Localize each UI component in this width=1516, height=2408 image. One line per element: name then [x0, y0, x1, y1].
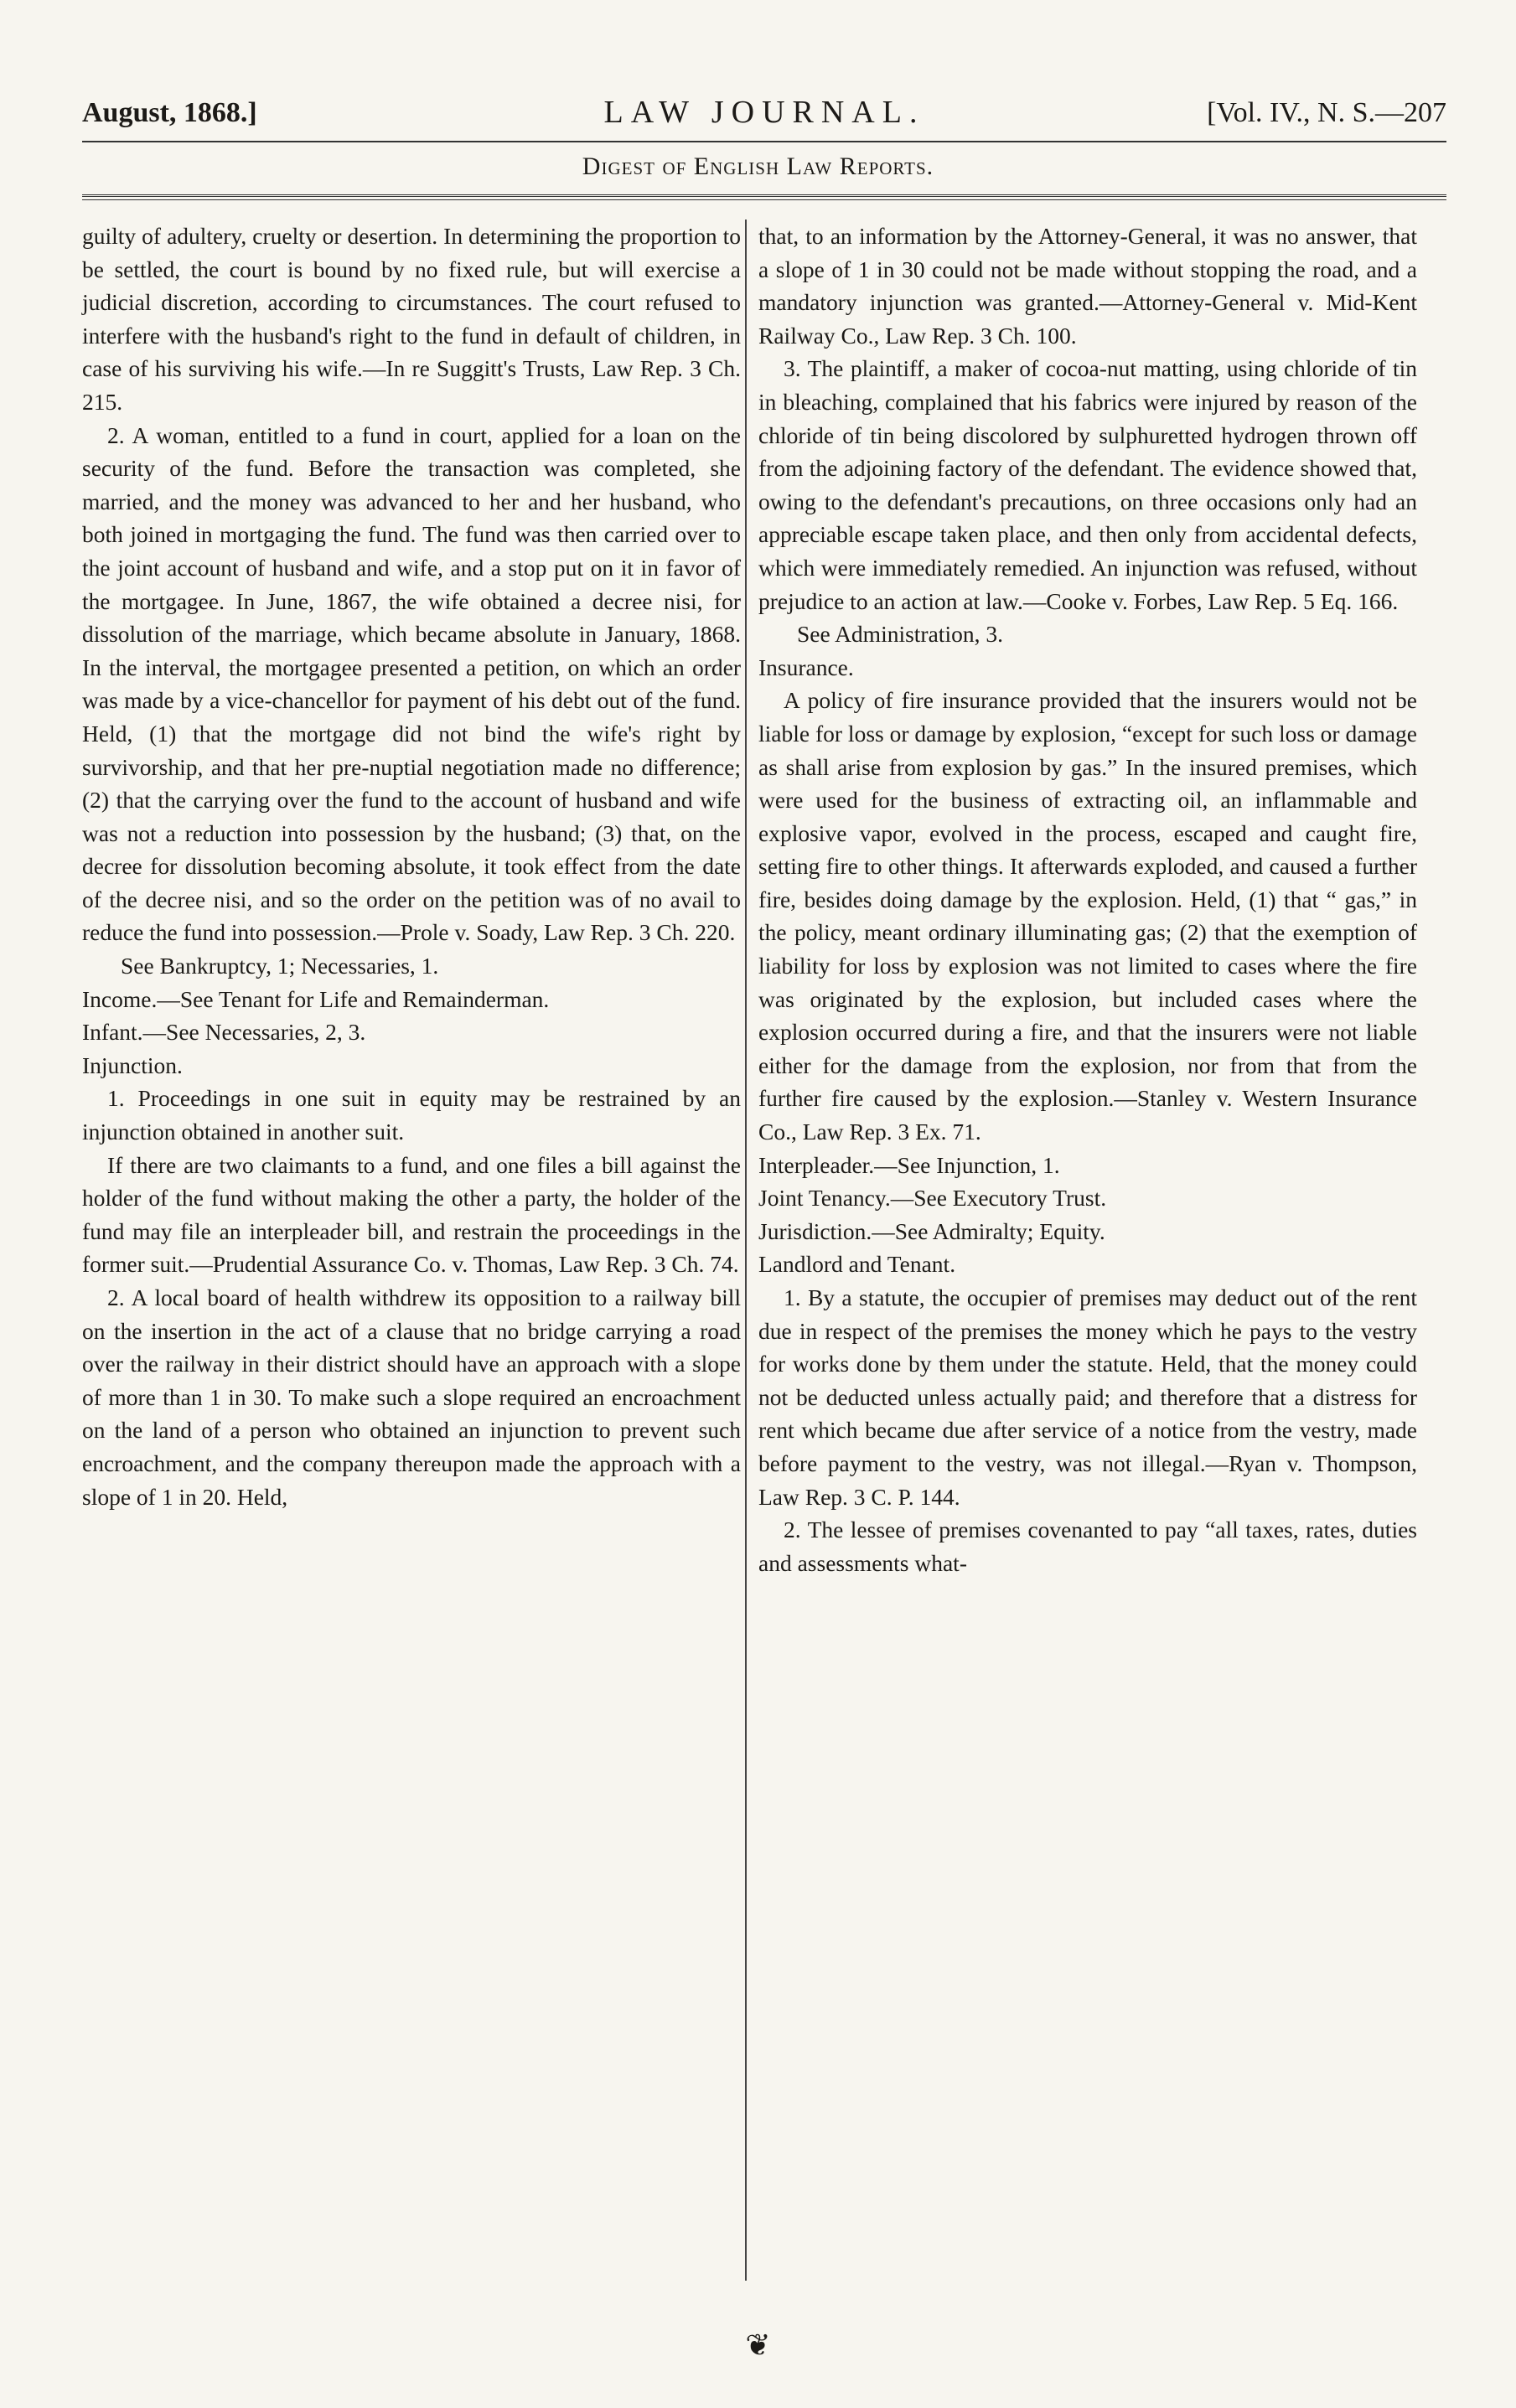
journal-title: LAW JOURNAL.: [603, 95, 925, 130]
right-column: [758, 220, 1417, 1579]
digest-heading: Interpleader.—See Injunction, 1.: [758, 1151, 1060, 1178]
paragraph: guilty of adultery, cruelty or desertion. In determining the proportion to be settled, the court is bound by no fixed rule, but will exercise a judicial discretion, according to circumstances. The court refused to interfere with the husband's right to the fund in default of children, in case of his surviving his wife.—In re Suggitt's Trusts, Law Rep. 3 Ch. 215.: [82, 223, 741, 415]
paragraph: A policy of fire insurance provided that the insurers would not be liable for loss or damage by explosion, “except for such loss or damage as shall arise from explosion by gas.” In the insured premises, which were used for the business of extracting oil, an inflammable and explosive vapor, evolved in the process, escaped and caught fire, setting fire to other things. It afterwards exploded, and caused a further fire, besides doing damage by the explosion. Held, (1) that “ gas,” in the policy, meant ordinary illuminating gas; (2) that the exemption of liability for loss by explosion was not limited to cases where the fire was originated by the explosion, but included cases where the explosion occurred during a fire, and that the insurers were not liable either for the damage from the explosion, nor from that from the further fire caused by the explosion.—Stanley v. Western Insurance Co., Law Rep. 3 Ex. 71.: [758, 687, 1417, 1145]
digest-heading: Joint Tenancy.—See Executory Trust.: [758, 1185, 1107, 1212]
paragraph: If there are two claimants to a fund, and one files a bill against the holder of the fund without making the other a party, the holder of the fund may file an interpleader bill, and restrain the proceedings in the former suit.—Prudential Assurance Co. v. Thomas, Law Rep. 3 Ch. 74.: [82, 1151, 741, 1278]
cross-reference: See Administration, 3.: [797, 621, 1003, 648]
digest-heading: Landlord and Tenant.: [758, 1251, 956, 1278]
paragraph: 2. The lessee of premises covenanted to pay “all taxes, rates, duties and assessments what-: [758, 1517, 1417, 1576]
paragraph: 3. The plaintiff, a maker of cocoa-nut matting, using chloride of tin in bleaching, complained that his fabrics were injured by reason of the chloride of tin being discolored by sulphuretted hydrogen thrown off from the adjoining factory of the defendant. The evidence showed that, owing to the defendant's precautions, on three occasions only had an appreciable escape taken place, and then only from accidental defects, which were immediately remedied. An injunction was refused, without prejudice to an action at law.—Cooke v. Forbes, Law Rep. 5 Eq. 166.: [758, 355, 1417, 614]
section-title: Digest of English Law Reports.: [582, 152, 934, 180]
fleuron-ornament: ❦: [745, 2328, 771, 2362]
volume-page: [Vol. IV., N. S.—207: [1207, 97, 1446, 128]
cross-reference: See Bankruptcy, 1; Necessaries, 1.: [121, 953, 439, 979]
digest-heading: Insurance.: [758, 654, 854, 680]
paragraph: that, to an information by the Attorney-General, it was no answer, that a slope of 1 in 30 could not be made without stopping the road, and a mandatory injunction was granted.—Attorney-General v. Mid-Kent Railway Co., Law Rep. 3 Ch. 100.: [758, 223, 1417, 349]
issue-date: August, 1868.]: [82, 97, 257, 128]
paragraph: 1. Proceedings in one suit in equity may be restrained by an injunction obtained in another suit.: [82, 1085, 741, 1145]
header-rule: [82, 141, 1446, 142]
digest-heading: Jurisdiction.—See Admiralty; Equity.: [758, 1217, 1105, 1244]
running-head: [82, 90, 1446, 141]
digest-heading: Injunction.: [82, 1052, 183, 1078]
left-column: [82, 220, 741, 1513]
digest-heading: Income.—See Tenant for Life and Remainderman.: [82, 985, 550, 1012]
paragraph: 2. A local board of health withdrew its opposition to a railway bill on the insertion in the act of a clause that no bridge carrying a road over the railway in their district should have an approach with a slope of more than 1 in 30. To make such a slope required an encroachment on the land of a person who obtained an injunction to prevent such encroachment, and the company thereupon made the approach with a slope of 1 in 20. Held,: [82, 1284, 741, 1510]
column-divider: [745, 220, 747, 2281]
section-rule: [82, 194, 1446, 200]
paragraph: 2. A woman, entitled to a fund in court, applied for a loan on the security of the fund. Before the transaction was completed, she married, and the money was advanced to her and her husband, who both joined in mortgaging the fund. The fund was then carried over to the joint account of husband and wife, and a stop put on it in favor of the mortgagee. In June, 1867, the wife obtained a decree nisi, for dissolution of the marriage, which became absolute in January, 1868. In the interval, the mortgagee presented a petition, on which an order was made by a vice-chancellor for payment of his debt out of the fund. Held, (1) that the mortgage did not bind the wife's right by survivorship, and that her pre-nuptial negotiation made no difference; (2) that the carrying over the fund to the account of husband and wife was not a reduction into possession by the husband; (3) that, on the decree for dissolution becoming absolute, it took effect from the date of the decree nisi, and so the order on the petition was of no avail to reduce the fund into possession.—Prole v. Soady, Law Rep. 3 Ch. 220.: [82, 421, 741, 946]
digest-heading: Infant.—See Necessaries, 2, 3.: [82, 1019, 366, 1046]
paragraph: 1. By a statute, the occupier of premises may deduct out of the rent due in respect of the premises the money which he pays to the vestry for works done by them under the statute. Held, that the money could not be deducted unless actually paid; and therefore that a distress for rent which became due after service of a notice from the vestry, made before payment to the vestry, was not illegal.—Ryan v. Thompson, Law Rep. 3 C. P. 144.: [758, 1284, 1417, 1510]
